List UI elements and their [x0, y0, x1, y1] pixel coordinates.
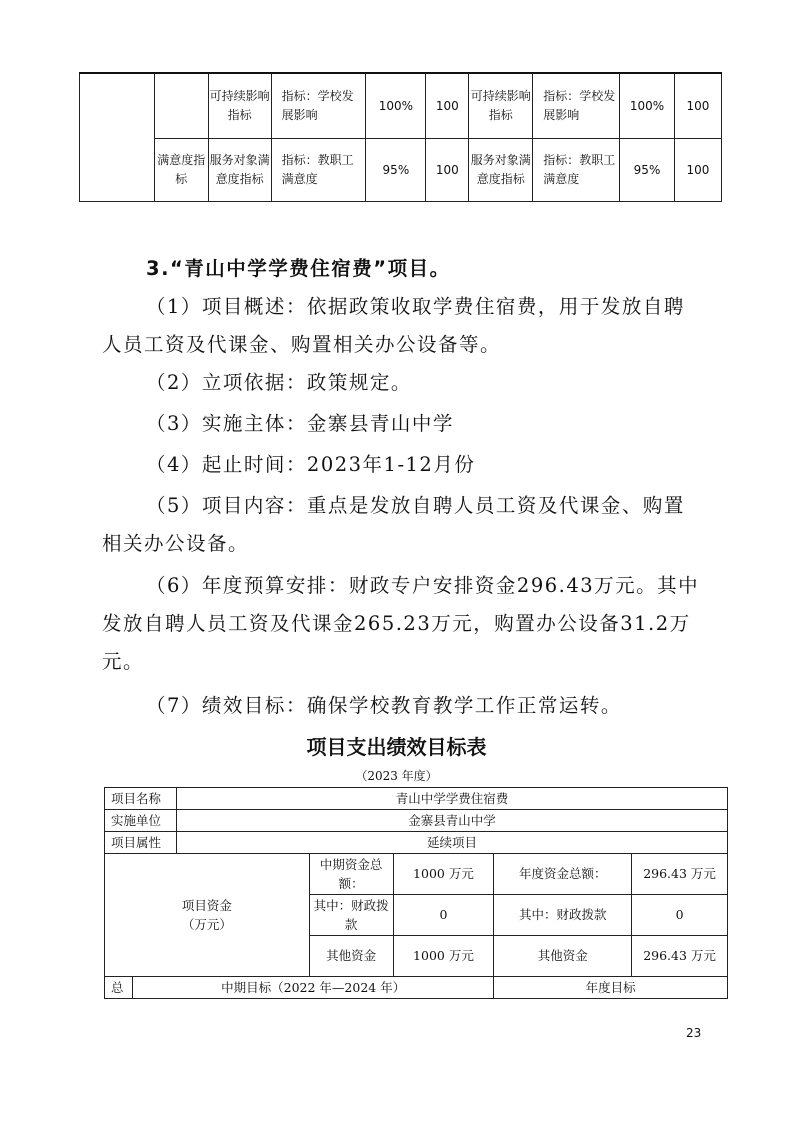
table-cell: 服务对象满意度指标 [208, 139, 271, 202]
mid-fiscal-value: 0 [393, 895, 494, 936]
paragraph-subject: （3）实施主体：金寨县青山中学 [146, 412, 454, 435]
table-cell: 100% [620, 73, 675, 139]
unit-label: 实施单位 [105, 810, 177, 832]
section-heading: 3.“青山中学学费住宿费”项目。 [146, 257, 451, 280]
table-cell: 95% [366, 139, 426, 202]
mid-other-label: 其他资金 [309, 936, 393, 977]
table-row [105, 854, 728, 895]
paragraph-budget: （6）年度预算安排：财政专户安排资金296.43万元。其中发放自聘人员工资及代课金265.23万元，购置办公设备31.2万元。 [102, 574, 700, 673]
mid-total-value: 1000 万元 [393, 854, 494, 895]
table-year: （2023 年度） [355, 769, 438, 783]
annual-goal-label: 年度目标 [494, 977, 728, 999]
project-name-label: 项目名称 [105, 788, 177, 810]
paragraph-overview: （1）项目概述：依据政策收取学费住宿费，用于发放自聘人员工资及代课金、购置相关办公设备等。 [102, 295, 685, 356]
indicator-table-continued [79, 72, 722, 202]
table-cell: 可持续影响指标 [469, 73, 533, 139]
funds-label-text: 项目资金（万元） [181, 897, 232, 932]
unit-value: 金寨县青山中学 [176, 810, 727, 832]
table-row [105, 810, 728, 832]
paragraph-content: （5）项目内容：重点是发放自聘人员工资及代课金、购置相关办公设备。 [102, 494, 685, 555]
table-cell: 指标：教职工满意度 [271, 139, 366, 202]
table-cell: 100 [426, 73, 469, 139]
table-row [80, 139, 722, 202]
table-cell [80, 73, 155, 202]
table-cell: 100 [426, 139, 469, 202]
table-cell: 指标：学校发展影响 [271, 73, 366, 139]
project-name-value: 青山中学学费住宿费 [176, 788, 727, 810]
table-cell: 可持续影响指标 [208, 73, 271, 139]
annual-other-label: 其他资金 [494, 936, 632, 977]
mid-total-label: 中期资金总额： [309, 854, 393, 895]
table-cell [154, 73, 208, 139]
annual-fiscal-label: 其中：财政拨款 [494, 895, 632, 936]
paragraph-period: （4）起止时间：2023年1-12月份 [146, 453, 476, 476]
attr-value: 延续项目 [176, 832, 727, 854]
table-row [80, 73, 722, 139]
table-cell: 100% [366, 73, 426, 139]
table-cell: 服务对象满意度指标 [469, 139, 533, 202]
annual-total-label: 年度资金总额： [494, 854, 632, 895]
paragraph-goal: （7）绩效目标：确保学校教育教学工作正常运转。 [146, 694, 622, 717]
table-cell: 95% [620, 139, 675, 202]
annual-total-value: 296.43 万元 [632, 854, 728, 895]
table-cell: 指标：学校发展影响 [533, 73, 620, 139]
table-row [105, 788, 728, 810]
annual-other-value: 296.43 万元 [632, 936, 728, 977]
total-label: 总 [105, 977, 133, 999]
annual-fiscal-value: 0 [632, 895, 728, 936]
mid-fiscal-label: 其中：财政拨款 [309, 895, 393, 936]
table-row [105, 832, 728, 854]
table-cell: 指标：教职工满意度 [533, 139, 620, 202]
table-cell: 100 [674, 73, 721, 139]
funds-label [105, 854, 310, 977]
mid-other-value: 1000 万元 [393, 936, 494, 977]
table-cell: 满意度指标 [154, 139, 208, 202]
table-title: 项目支出绩效目标表 [306, 735, 487, 759]
performance-target-table [104, 787, 728, 999]
table-cell: 100 [674, 139, 721, 202]
mid-goal-label: 中期目标（2022 年—2024 年） [132, 977, 493, 999]
table-row [105, 977, 728, 999]
paragraph-basis: （2）立项依据：政策规定。 [146, 371, 412, 394]
page-number: 23 [686, 1026, 702, 1040]
attr-label: 项目属性 [105, 832, 177, 854]
